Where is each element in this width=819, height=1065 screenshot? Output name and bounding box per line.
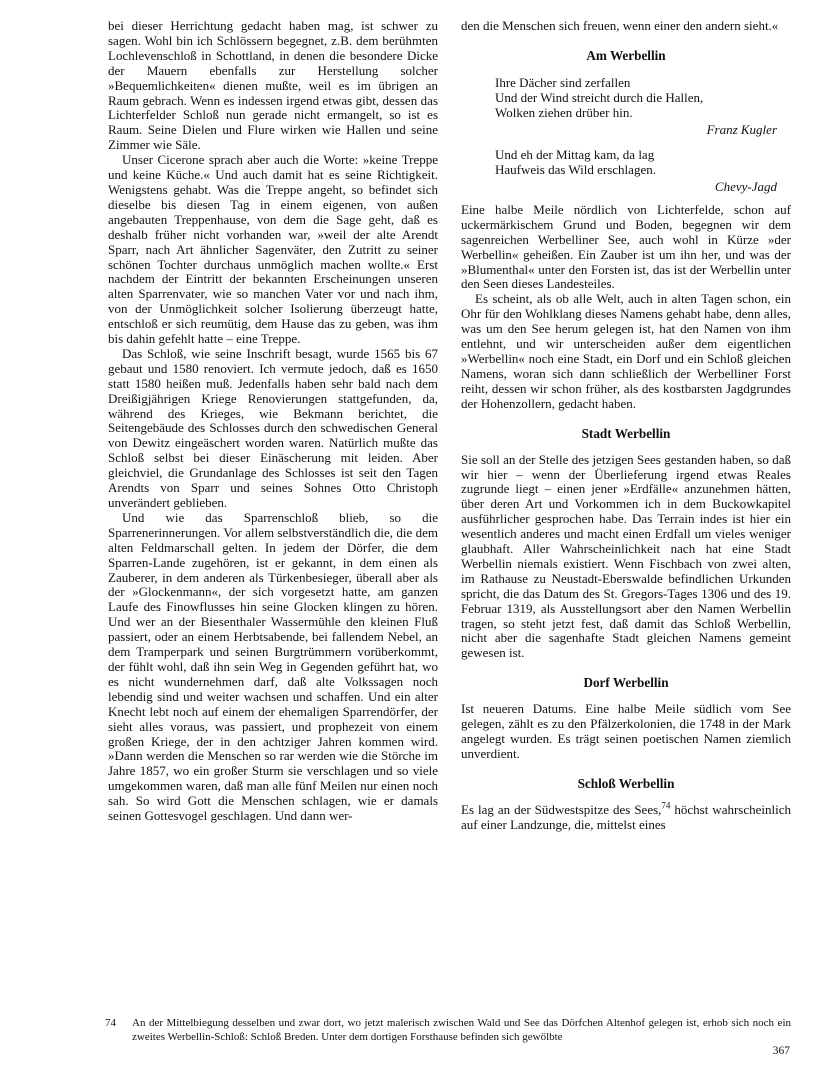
paragraph: bei dieser Herrichtung gedacht haben mag, ist schwer zu sagen. Wohl bin ich Schlössern begegnet, z.B. dem berühmten Lochlevenschloß in Schottland, in denen die besondere Dicke der Mauern ebenfalls zur Herstellung solcher »Bequemlichkeiten« dienen mußte, weil es im übrigen an Raum gebrach. Wenn es indessen irgend etwas gibt, dessen das Lichterfelder Schloß nun gerade nicht ermangelt, so ist es Raum. Seine Dielen und Flure wirken wie Hallen und seine Zimmer wie Säle. xyxy=(108,18,438,153)
paragraph: Unser Cicerone sprach aber auch die Worte: »keine Treppe und keine Küche.« Und auch damit hat es seine Richtigkeit. Wenigstens gehabt. Was die Treppe angeht, so befindet sich dieselbe bis diesen Tag in einem eigenen, von außen angebauten Treppenhause, von dem die Sage geht, daß es deshalb früher nicht vorhanden war, »weil der alte Arendt Sparr, nach Art ähnlicher Sagenväter, den Zutritt zu seiner schönen Tochter durchaus unmöglich machen wollte.« Erst nachdem der Eintritt der bekannten Erscheinungen unseren alten Sparrenvater, wie so manchen Vater vor und nach ihm, von der Unmöglichkeit solcher Isolierung überzeugt hatte, entschloß er sich reumütig, dem Hause das zu geben, was ihm bis dahin gefehlt hatte – eine Treppe. xyxy=(108,152,438,347)
section-heading-stadt-werbellin: Stadt Werbellin xyxy=(581,425,671,441)
paragraph-with-footnote-ref xyxy=(461,800,791,833)
paragraph: Ist neueren Datums. Eine halbe Meile südlich vom See gelegen, zählt es zu den Pfälzerkolonien, die 1748 in der Mark angelegt wurden. Es trägt seinen poetischen Namen ziemlich unverdient. xyxy=(461,701,791,761)
left-column xyxy=(108,19,438,1012)
paragraph-continuation: den die Menschen sich freuen, wenn einer den andern sieht.« xyxy=(461,18,779,33)
paragraph: Sie soll an der Stelle des jetzigen Sees gestanden haben, so daß wir hier – wenn der Überlieferung irgend etwas Reales zugrunde liegt – einen jener »Erdfälle« anzunehmen hätten, über deren Art und Vorkommen ich in dem Buckowkapitel ausführlicher gesprochen habe. Das Terrain indes ist hier ein wesentlich anderes und macht einen Erdfall um vieles weniger glaubhaft. Aller Wahrscheinlichkeit nach hat eine Stadt Werbellin niemals existiert. Wenn Fischbach von zwei alten, im Rathause zu Neustadt-Eberswalde befindlichen Urkunden spricht, die das Datum des St. Gregors-Tages 1306 und des 19. Februar 1319, als Ausstellungsort aber den Namen Werbellin tragen, so steht jetzt fest, daß damit das Schloß Werbellin, nicht aber die sagenhafte Stadt gleichen Namens gemeint gewesen ist. xyxy=(461,451,791,661)
paragraph: Das Schloß, wie seine Inschrift besagt, wurde 1565 bis 67 gebaut und 1580 renoviert. Ich vermute jedoch, daß es 1650 statt 1580 heißen muß. Jedenfalls haben sehr bald nach dem Dreißigjährigen Kriege Renovierungen stattgefunden, da, während des Krieges, wie Bekmann berichtet, die Seitengebäude des Schlosses durch den schwedischen General von Dewitz eingeäschert worden waren. Natürlich mußte das Schloß selbst bei dieser Einäscherung mit leiden. Aber gleichviel, die Grundanlage des Schlosses ist seit den Tagen Arendts von Sparr und seines Sohnes Otto Christoph unverändert geblieben. xyxy=(108,345,438,510)
paragraph: Es scheint, als ob alle Welt, auch in alten Tagen schon, ein Ohr für den Wohlklang dieses Namens gehabt habe, denn alles, was um den See herum gelegen ist, hat den Namen von ihm entlehnt, und wir unterscheiden außer dem eigentlichen »Werbellin« noch eine Stadt, ein Dorf und ein Schloß gleichen Namens, woran sich dann schließlich der Werbelliner Forst reiht, dessen wir schon früher, als des kostbarsten Jagdgrundes der Hohenzollern, gedacht haben. xyxy=(461,291,791,411)
poem-attribution: Chevy-Jagd xyxy=(714,178,777,194)
poem-line: Und eh der Mittag kam, da lag xyxy=(495,146,655,162)
section-heading-am-werbellin: Am Werbellin xyxy=(586,47,666,63)
footnote-reference: 74 xyxy=(661,800,671,811)
paragraph: Eine halbe Meile nördlich von Lichterfelde, schon auf uckermärkischem Grund und Boden, begegnen wir dem sagenreichen Werbelliner See, auch wohl in Kürze »der Werbellin« geheißen. Ein Zauber ist um ihn her, und was der »Blumenthal« unter den Forsten ist, das ist der Werbellin unter den Seen dieses Landesteiles. xyxy=(461,201,791,292)
section-heading-schloss-werbellin: Schloß Werbellin xyxy=(577,775,675,791)
footnote xyxy=(105,1017,791,1044)
poem-chevy-jagd xyxy=(495,147,791,177)
paragraph: Und wie das Sparrenschloß blieb, so die Sparrenerinnerungen. Vor allem selbstverständlich die, die dem alten Feldmarschall gelten. In jedem der Dörfer, die dem Sparren-Lande zugehören, ist er gekannt, in dem einen als Zauberer, in dem anderen als Türkenbesieger, überall aber als der »Glockenmann«, der sich vorgesetzt hatte, am ganzen Laufe des Finowflusses hin seine Glocken klingen zu hören. Und wer an der Biesenthaler Wassermühle den kleinen Fluß passiert, oder an einem Herbtsabende, bei fallendem Nebel, an dem Tramperpark und seinen Burgtrümmern vorüberkommt, der fühlt wohl, daß ihn sein Weg in Gegenden geführt hat, wo es nicht wundernehmen darf, daß alte Volkssagen noch lebendig sind und weiter wachsen und schaffen. Und ein alter Knecht lebt noch auf einem der ehemaligen Sparrendörfer, der sieht alles voraus, was passiert, und prophezeit von einem großen Kriege, der in den achtziger Jahren kommen wird. »Dann werden die Menschen so rar werden wie die Störche im Jahre 1857, wo ein großer Sturm sie verschlagen und so viele umgekommen waren, daß man alle fünf Meilen nur einen noch sah. So wird Gott die Menschen schlagen, wie er damals seinen Gottesvogel geschlagen. Und dann wer- xyxy=(108,509,438,824)
paragraph-text: Es lag an der Südwestspitze des Sees, xyxy=(461,801,662,817)
paragraph-text: höchst wahrscheinlich auf einer Landzunge, die, mittelst eines xyxy=(461,801,791,832)
footnote-number: 74 xyxy=(105,1017,116,1029)
poem-attribution: Franz Kugler xyxy=(706,121,777,137)
poem-line: Ihre Dächer sind zerfallen xyxy=(495,74,631,90)
poem-kugler xyxy=(495,75,791,120)
section-heading-dorf-werbellin: Dorf Werbellin xyxy=(583,675,669,691)
page-number: 367 xyxy=(772,1045,790,1058)
footnote-text: An der Mittelbiegung desselben und zwar dort, wo jetzt malerisch zwischen Wald und See das Dörfchen Altenhof gelegen ist, erhob sich noch ein zweites Werbellin-Schloß: Schloß Breden. Unter dem dortigen Forsthause befinden sich gewölbte xyxy=(132,1017,791,1043)
poem-line: Haufweis das Wild erschlagen. xyxy=(495,161,656,177)
poem-line: Und der Wind streicht durch die Hallen, xyxy=(495,89,704,105)
poem-line: Wolken ziehen drüber hin. xyxy=(495,104,633,120)
right-column xyxy=(461,19,791,1012)
